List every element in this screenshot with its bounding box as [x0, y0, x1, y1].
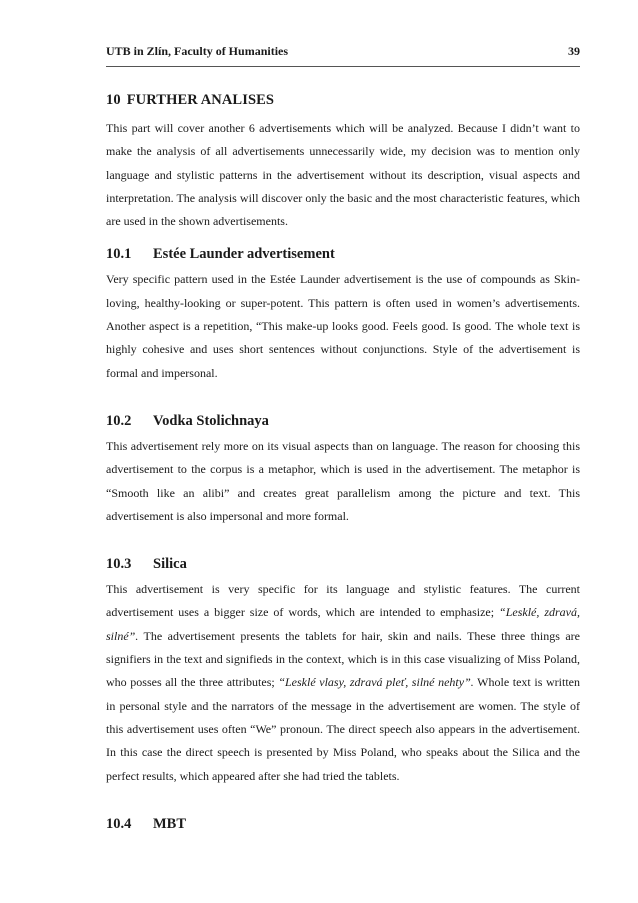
section-paragraph	[106, 578, 580, 788]
section-heading	[106, 246, 580, 263]
paragraph-text: This advertisement is very specific for its language and stylistic features. The current advertisement uses a bigger size of words, which are intended to emphasize;	[106, 582, 580, 620]
section-title: MBT	[153, 815, 187, 832]
section-title: Vodka Stolichnaya	[153, 412, 269, 429]
chapter-paragraph: This part will cover another 6 advertisements which will be analyzed. Because I didn’t want to make the analysis of all advertisements unnecessarily wide, my decision was to mention only language and stylistic patterns in the advertisement without its description, visual aspects and interpretation. The analysis will discover only the basic and the most characteristic features, which are used in the shown advertisements.	[106, 121, 580, 229]
section-10-2	[106, 413, 580, 528]
paragraph-text: The advertisement presents the tablets for hair, skin and nails. These three things are signifiers in the text and signifieds in the context, which is in this case visualizing of Miss Poland, who posses all the three attributes;	[106, 628, 580, 690]
section-number: 10.4	[106, 815, 132, 832]
header-title: UTB in Zlín, Faculty of Humanities	[106, 44, 289, 58]
chapter-title: FURTHER ANALISES	[126, 92, 275, 108]
paragraph-text: Whole text is written in personal style and the narrators of the message in the advertisement are women. The style of this advertisement uses often “We” pronoun. The direct speech also appears in the advertisement. In this case the direct speech is presented by Miss Poland, who speaks about the Silica and the perfect results, which appeared after she had tried the tablets.	[106, 675, 580, 783]
page-number: 39	[568, 44, 580, 58]
section-title: Silica	[153, 556, 187, 573]
quoted-slogan: “Lesklé vlasy, zdravá pleť, silné nehty”.	[278, 675, 474, 690]
section-heading	[106, 413, 580, 430]
section-number: 10.3	[106, 556, 132, 573]
section-10-4	[106, 816, 580, 833]
chapter-heading	[106, 92, 580, 109]
main-content	[106, 92, 580, 838]
quoted-slogan: “Lesklé, zdravá, silné”.	[106, 605, 581, 643]
chapter-number: 10	[106, 92, 121, 108]
section-paragraph: Very specific pattern used in the Estée Launder advertisement is the use of compounds as Skin-loving, healthy-looking or super-potent. This pattern is often used in women’s advertisements. Another aspect is a repetition, “This make-up looks good. Feels good. Is good. The whole text is highly cohesive and uses short sentences without conjunctions. Style of the advertisement is formal and impersonal.	[106, 272, 580, 380]
section-10-1	[106, 246, 580, 384]
section-number: 10.2	[106, 412, 132, 429]
section-10-3	[106, 556, 580, 788]
section-title: Estée Launder advertisement	[153, 246, 335, 263]
running-header	[106, 44, 580, 67]
section-heading	[106, 816, 580, 833]
section-number: 10.1	[106, 246, 132, 263]
section-heading	[106, 556, 580, 573]
section-paragraph: This advertisement rely more on its visual aspects than on language. The reason for choosing this advertisement to the corpus is a metaphor, which is used in the advertisement. The metaphor is “Smooth like an alibi” and creates great parallelism among the picture and text. This advertisement is also impersonal and more formal.	[106, 438, 580, 523]
